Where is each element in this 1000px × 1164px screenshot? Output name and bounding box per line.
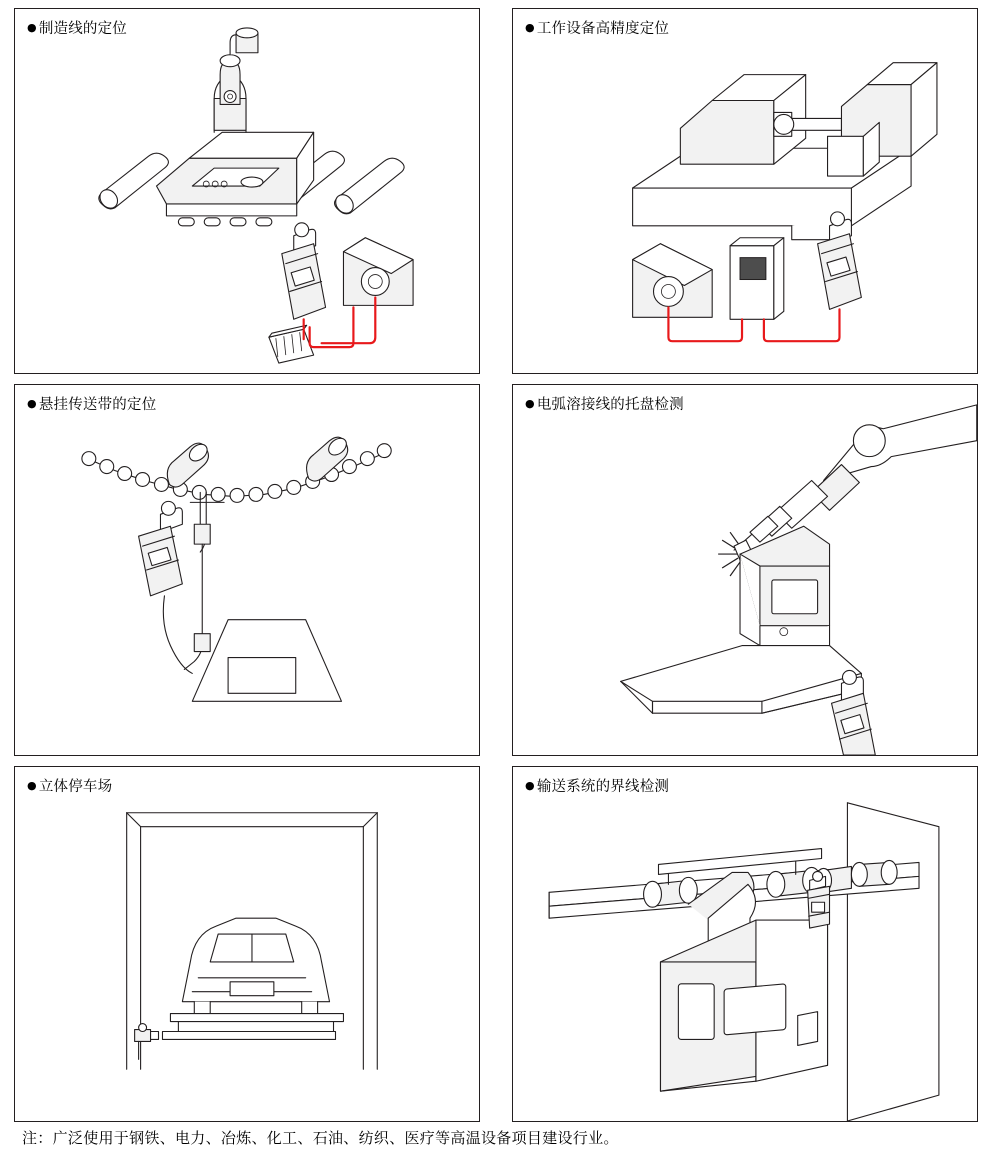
controller-box bbox=[269, 325, 314, 363]
panel-grid bbox=[14, 8, 986, 1122]
illustration-arc-welding bbox=[513, 385, 977, 755]
footnote-text: 注：广泛使用于钢铁、电力、冶炼、化工、石油、纺织、医疗等高温设备项目建设行业。 bbox=[22, 1129, 619, 1147]
bullet-icon: ● bbox=[27, 397, 37, 410]
pallet-workpiece bbox=[621, 526, 862, 713]
panel-conveyor-limit-detection bbox=[512, 766, 978, 1122]
panel-title-text-6: 输送系统的界线检测 bbox=[536, 779, 670, 795]
sensor-head bbox=[139, 501, 183, 595]
bullet-icon: ● bbox=[525, 779, 535, 792]
panel-overhead-conveyor bbox=[14, 384, 480, 756]
illustration-equipment-positioning bbox=[513, 9, 977, 373]
sensor-head bbox=[135, 1024, 336, 1060]
panel-title-text-4: 电弧溶接线的托盘检测 bbox=[536, 397, 684, 413]
panel-parking-garage bbox=[14, 766, 480, 1122]
sensor-head bbox=[282, 223, 326, 319]
illustration-conveyor-limit bbox=[513, 767, 977, 1121]
bullet-icon: ● bbox=[525, 397, 535, 410]
illustration-overhead-conveyor bbox=[15, 385, 479, 755]
wall bbox=[847, 803, 938, 1121]
panel-manufacturing-line bbox=[14, 8, 480, 374]
chain-conveyor bbox=[82, 435, 391, 502]
illustration-parking-garage bbox=[15, 767, 479, 1121]
robot-arm-assembly bbox=[156, 28, 313, 226]
amplifier-unit bbox=[730, 238, 784, 320]
bullet-icon: ● bbox=[27, 779, 37, 792]
bullet-icon: ● bbox=[525, 21, 535, 34]
car bbox=[170, 918, 343, 1033]
reflector bbox=[633, 244, 713, 318]
sensor-cable bbox=[163, 596, 192, 674]
work-table bbox=[192, 620, 341, 702]
trolley-left bbox=[167, 441, 210, 487]
illustration-manufacturing-line bbox=[15, 9, 479, 373]
panel-arc-welding-pallet bbox=[512, 384, 978, 756]
reflector bbox=[343, 238, 413, 306]
panel-title-text-2: 工作设备高精度定位 bbox=[536, 21, 670, 37]
panel-title-text-1: 制造线的定位 bbox=[38, 21, 128, 37]
panel-equipment-positioning bbox=[512, 8, 978, 374]
welding-robot-arm bbox=[760, 405, 977, 536]
panel-title-text-5: 立体停车场 bbox=[38, 779, 113, 795]
bullet-icon: ● bbox=[27, 21, 37, 34]
panel-title-text-3: 悬挂传送带的定位 bbox=[38, 397, 157, 413]
